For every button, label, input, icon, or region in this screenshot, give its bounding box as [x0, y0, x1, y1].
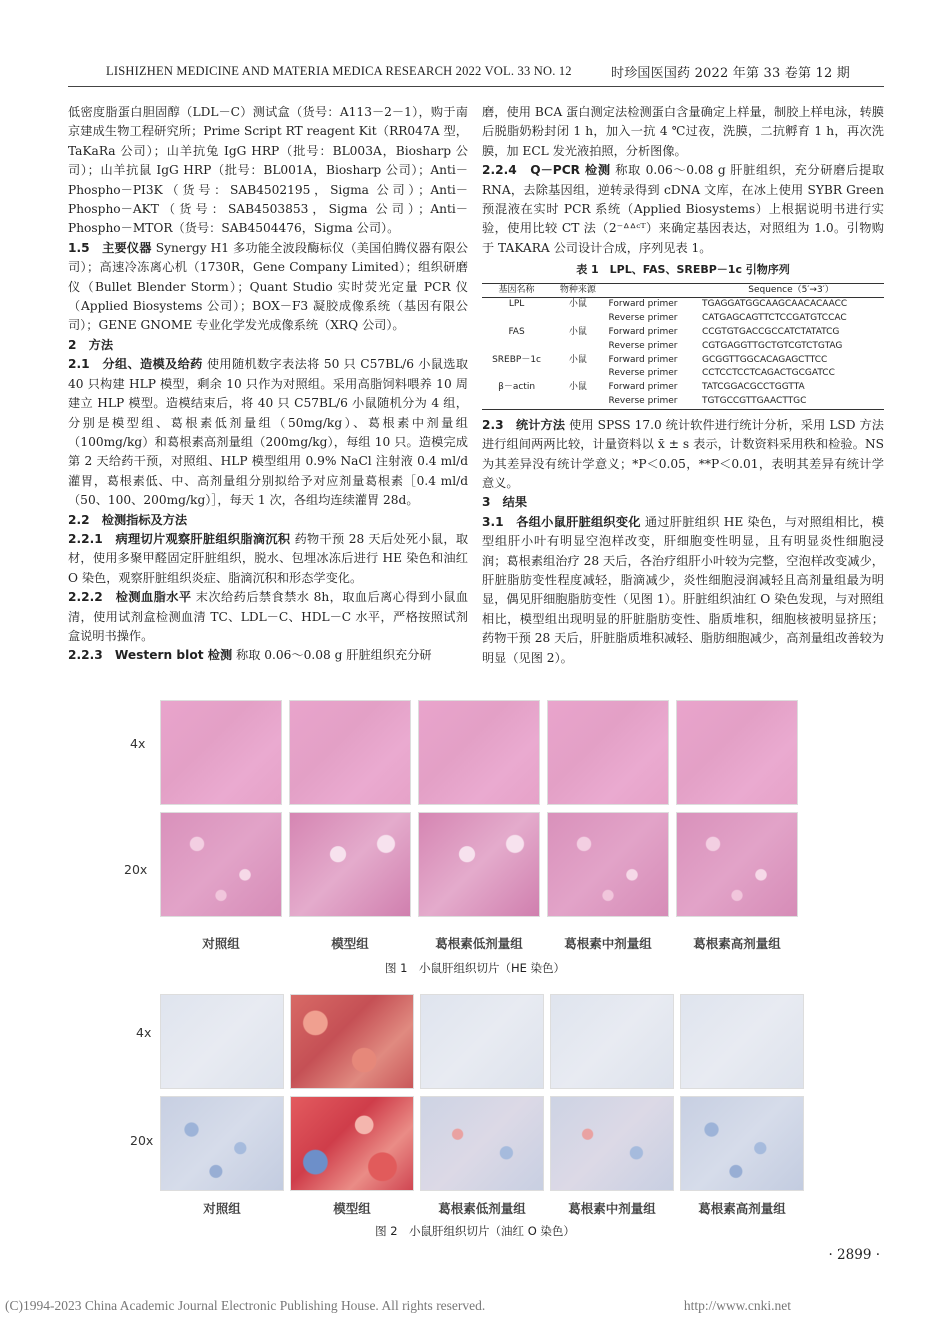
table-cell-species: 小鼠 — [568, 327, 587, 338]
table-cell-direction: Forward primer — [608, 382, 678, 393]
section-heading: 2.2.4 Q－PCR 检测 — [482, 163, 611, 178]
group-label-model: 模型组 — [333, 1201, 371, 1216]
table-header-gene: 基因名称 — [482, 283, 551, 298]
table-cell-species: 小鼠 — [568, 354, 587, 365]
row-label-20x: 20x — [130, 1133, 154, 1148]
section-2-3 — [482, 416, 884, 494]
table-cell-sequence: CCTCCTCCTCAGACTGCGATCC — [701, 368, 835, 379]
table-row — [482, 298, 884, 312]
figure-1-caption: 图 1 小鼠肝组织切片（HE 染色） — [384, 961, 566, 975]
section-heading: 2.3 统计方法 — [482, 417, 566, 432]
page-number: · 2899 · — [828, 1247, 880, 1263]
group-label-model: 模型组 — [331, 936, 369, 951]
table-cell-sequence: CATGAGCAGTTCTCCGATGTCCAC — [701, 313, 847, 324]
journal-chinese-title: 时珍国医国药 2022 年第 33 卷第 12 期 — [611, 66, 850, 81]
he-20x-high-dose-image — [676, 812, 798, 917]
table-cell-species: 小鼠 — [568, 299, 587, 310]
oil-red-20x-control-image — [160, 1096, 284, 1191]
table-cell-gene: FAS — [508, 327, 525, 338]
section-body: 称取 0.06～0.08 g 肝脏组织充分研 — [236, 648, 432, 663]
section-body: 药物干预 28 天后处死小鼠，取材，使用多聚甲醛固定肝脏组织，脱水、包埋冰冻后进行 HE 染色和油红 O 染色，观察肝脏组织炎症、脂滴沉积和形态学变化。 — [68, 531, 468, 585]
row-label-4x: 4x — [130, 736, 146, 751]
oil-red-4x-control-image — [160, 994, 284, 1089]
oil-red-4x-low-dose-image — [420, 994, 544, 1089]
table-cell-species: 小鼠 — [568, 382, 587, 393]
section-1-5 — [68, 239, 468, 336]
table-cell-gene — [482, 367, 551, 381]
table-cell-sequence: TGTGCCGTTGAACTTGC — [698, 395, 884, 409]
journal-english-title: LISHIZHEN MEDICINE AND MATERIA MEDICA RESEARCH 2022 VOL. 33 NO. 12 — [106, 64, 572, 78]
cnki-url: http://www.cnki.net — [683, 1298, 791, 1313]
table-cell-gene — [482, 312, 551, 326]
table-cell-gene: LPL — [508, 299, 525, 310]
header-rule — [68, 86, 884, 87]
group-label-control: 对照组 — [202, 936, 240, 951]
he-4x-low-dose-image — [418, 700, 540, 805]
table-header-sequence: Sequence（5′→3′） — [698, 283, 884, 298]
table-cell-gene — [482, 340, 551, 354]
he-4x-high-dose-image — [676, 700, 798, 805]
table-cell-species — [551, 367, 604, 381]
section-2-2-2 — [68, 588, 468, 646]
running-header — [68, 62, 884, 84]
he-20x-model-image — [289, 812, 411, 917]
table-cell-species — [551, 340, 604, 354]
table-row — [482, 340, 884, 354]
group-label-high-dose: 葛根素高剂量组 — [698, 1201, 786, 1216]
section-2-2-3 — [68, 646, 468, 665]
section-heading: 3 结果 — [482, 495, 528, 510]
section-heading: 2.2.1 病理切片观察肝脏组织脂滴沉积 — [68, 531, 291, 546]
table-cell-direction: Forward primer — [608, 299, 678, 310]
table-cell-sequence: TGAGGATGGCAAGCAACACAACC — [701, 299, 848, 310]
table-cell-species — [551, 395, 604, 409]
table-cell-direction: Reverse primer — [608, 313, 678, 324]
paragraph: 低密度脂蛋白胆固醇（LDL－C）测试盒（货号：A113－2－1），购于南京建成生物工程研究所；Prime Script RT reagent Kit（RR047A 型，TaKaRa 公司）；山羊抗兔 IgG HRP（批号：BL003A，Biosharp 公司）；山羊抗鼠 IgG HRP（批号：BL001A，Biosharp 公司）；Anti－Phospho－PI3K（货号：SAB4502195，Sigma 公司）；Anti－Phospho－AKT（货号：SAB4503853，Sigma 公司）；Anti－Phospho－MTOR（货号：SAB4504476，Sigma 公司）。 — [68, 105, 468, 236]
row-label-4x: 4x — [136, 1025, 152, 1040]
table-cell-direction: Reverse primer — [608, 368, 678, 379]
section-heading: 3.1 各组小鼠肝脏组织变化 — [482, 514, 641, 529]
section-heading: 2.1 分组、造模及给药 — [68, 357, 203, 372]
section-3-1 — [482, 513, 884, 668]
group-label-mid-dose: 葛根素中剂量组 — [568, 1201, 656, 1216]
table-row — [482, 395, 884, 409]
section-2-2-4 — [482, 161, 884, 258]
oil-red-20x-low-dose-image — [420, 1096, 544, 1191]
table-caption: 表 1 LPL、FAS、SREBP－1c 引物序列 — [576, 263, 790, 277]
table-cell-direction: Reverse primer — [608, 340, 678, 351]
table-cell-gene: β－actin — [498, 382, 536, 393]
he-4x-model-image — [289, 700, 411, 805]
table-header-species: 物种来源 — [551, 283, 604, 298]
table-row — [482, 367, 884, 381]
table-cell-sequence: CGTGAGGTTGCTGTCGTCTGTAG — [701, 340, 843, 351]
oil-red-4x-high-dose-image — [680, 994, 804, 1089]
oil-red-20x-model-image — [290, 1096, 414, 1191]
table-row — [482, 381, 884, 395]
paragraph: 磨，使用 BCA 蛋白测定法检测蛋白含量确定上样量，制胶上样电泳，转膜后脱脂奶粉封闭 1 h，加入一抗 4 ℃过夜，洗膜，二抗孵育 1 h，再次洗膜，加 ECL 发光液拍照，分析图像。 — [482, 105, 884, 158]
table-row — [482, 354, 884, 368]
left-column — [68, 103, 468, 666]
right-column — [482, 103, 884, 668]
table-cell-gene — [482, 395, 551, 409]
he-20x-control-image — [160, 812, 282, 917]
he-4x-mid-dose-image — [547, 700, 669, 805]
section-2-1 — [68, 355, 468, 510]
table-cell-species — [551, 312, 604, 326]
table-cell-gene: SREBP－1c — [492, 354, 542, 365]
section-body: 通过肝脏组织 HE 染色，与对照组相比，模型组肝小叶有明显空泡样改变，肝细胞变性明显，且有明显炎性细胞浸润；葛根素组治疗 28 天后，各治疗组肝小叶较为完整，空泡样改变减少，肝脏脂肪变性程度减轻，脂滴减少，炎性细胞浸润减轻且高剂量组最为明显，偶见肝细胞脂肪变性（见图 1）。肝脏组织油红 O 染色发现，与对照组相比，模型组出现明显的肝脏脂肪变性、脂质堆积，细胞核被明显挤压；药物干预 28 天后，肝脏脂质堆积减轻、脂肪细胞减少，高剂量组改善较为明显（见图 2）。 — [482, 514, 884, 665]
section-heading: 2.2.3 Western blot 检测 — [68, 648, 233, 663]
group-label-control: 对照组 — [203, 1201, 241, 1216]
section-body: 末次给药后禁食禁水 8h，取血后离心得到小鼠血清，使用试剂盒检测血清 TC、LDL－C、HDL－C 水平，严格按照试剂盒说明书操作。 — [68, 590, 468, 643]
section-heading: 1.5 主要仪器 — [68, 240, 152, 255]
table-cell-direction: Forward primer — [608, 327, 678, 338]
section-body: 使用随机数字表法将 50 只 C57BL/6 小鼠选取 40 只构建 HLP 模型，剩余 10 只作为对照组。采用高脂饲料喂养 10 周建立 HLP 模型。造模结束后，将 40 只 C57BL/6 小鼠随机分为 4 组，分别是模型组、葛根素低剂量组（50mg/kg）、葛根素中剂量组（100mg/kg）和葛根素高剂量组（200mg/kg），每组 10 只。造模完成第 2 天给药干预，对照组、HLP 模型组用 0.9% NaCl 注射液 0.4 ml/d 灌胃，葛根素低、中、高剂量组分别拟给予对应剂量葛根素［0.4 ml/d（50、100、200mg/kg）］，每天 1 次，各组均连续灌胃 28d。 — [68, 357, 468, 508]
he-20x-low-dose-image — [418, 812, 540, 917]
table-row — [482, 326, 884, 340]
section-2-2-1 — [68, 530, 468, 588]
table-header-direction — [605, 283, 698, 298]
group-label-mid-dose: 葛根素中剂量组 — [564, 936, 652, 951]
group-label-high-dose: 葛根素高剂量组 — [693, 936, 781, 951]
table-cell-direction: Forward primer — [608, 354, 678, 365]
oil-red-4x-mid-dose-image — [550, 994, 674, 1089]
copyright-text: (C)1994-2023 China Academic Journal Electronic Publishing House. All rights reserved. — [5, 1298, 486, 1313]
section-heading: 2.2.2 检测血脂水平 — [68, 590, 192, 605]
section-body: Synergy H1 多功能全波段酶标仪（美国伯腾仪器有限公司）；高速冷冻离心机（1730R，Gene Company Limited）；组织研磨仪（Bullet Blender Storm）；Quant Studio 实时荧光定量 PCR 仪（Applied Biosystems 公司）；BOX－F3 凝胶成像系统（基因有限公司）；GENE GNOME 专业化学发光成像系统（XRQ 公司）。 — [68, 240, 468, 333]
table-cell-sequence: GCGGTTGGCACAGAGCTTCC — [701, 354, 828, 365]
section-heading: 2 方法 — [68, 337, 114, 352]
he-20x-mid-dose-image — [547, 812, 669, 917]
primer-table — [482, 283, 884, 410]
oil-red-20x-mid-dose-image — [550, 1096, 674, 1191]
oil-red-20x-high-dose-image — [680, 1096, 804, 1191]
he-4x-control-image — [160, 700, 282, 805]
table-cell-sequence: CCGTGTGACCGCCATCTATATCG — [701, 327, 840, 338]
table-row — [482, 312, 884, 326]
section-body: 称取 0.06～0.08 g 肝脏组织，充分研磨后提取 RNA，去除基因组，逆转录得到 cDNA 文库，在冰上使用 SYBR Green 预混液在实时 PCR 系统（Applied Biosystems）上根据说明书进行实验，使用比较 CT 法（2⁻ᐞᐞᶜᵀ）来确定基因表达，对照组为 1.0。引物购于 TAKARA 公司设计合成，序列见表 1。 — [482, 163, 884, 255]
group-label-low-dose: 葛根素低剂量组 — [435, 936, 523, 951]
oil-red-4x-model-image — [290, 994, 414, 1089]
group-label-low-dose: 葛根素低剂量组 — [438, 1201, 526, 1216]
row-label-20x: 20x — [124, 862, 148, 877]
section-body: 使用 SPSS 17.0 统计软件进行统计分析，采用 LSD 方法进行组间两两比较，计量资料以 x̄ ± s 表示，计数资料采用秩和检验。NS 为其差异没有统计学意义；*P＜0.05，**P＜0.01，表明其差异有统计学意义。 — [482, 417, 884, 491]
section-heading: 2.2 检测指标及方法 — [68, 512, 188, 527]
table-cell-direction: Reverse primer — [605, 395, 698, 409]
table-cell-sequence: TATCGGACGCCTGGTTA — [701, 382, 805, 393]
copyright-footer — [5, 1298, 945, 1314]
figure-2-caption: 图 2 小鼠肝组织切片（油红 O 染色） — [375, 1224, 575, 1238]
